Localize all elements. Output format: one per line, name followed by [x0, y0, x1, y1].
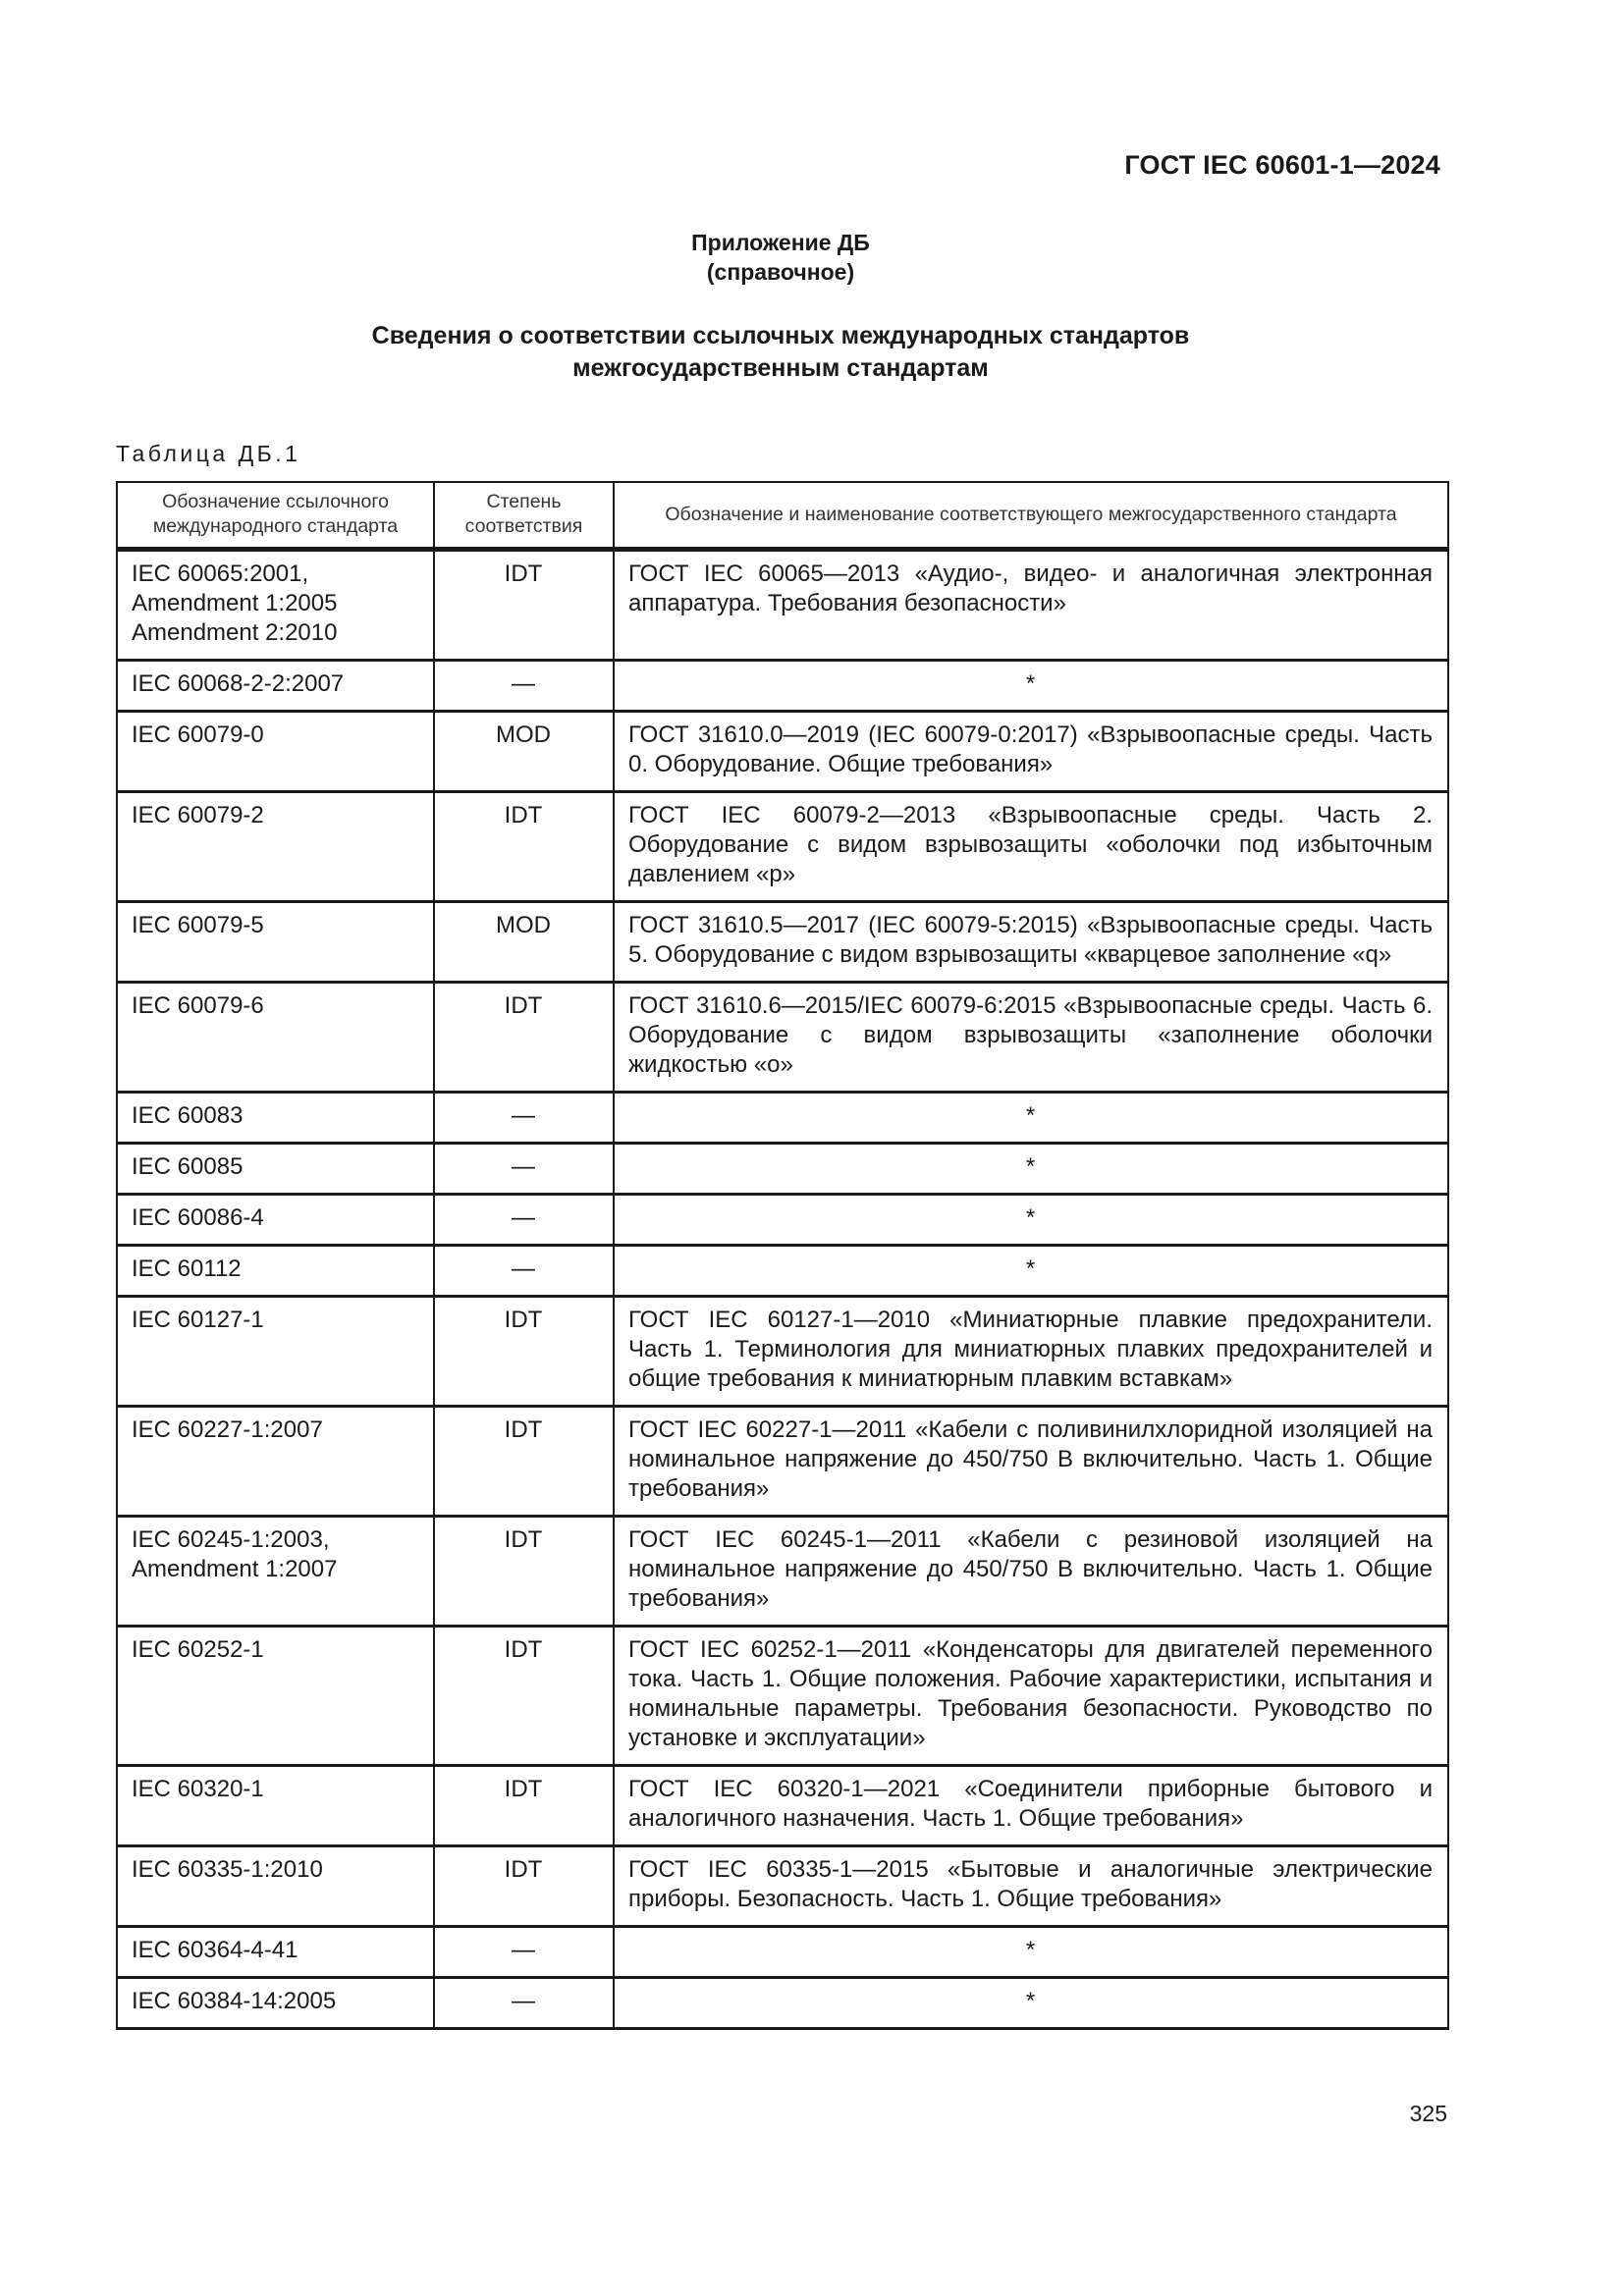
- interstate-standard-cell: ГОСТ IEC 60127-1—2010 «Миниатюрные плавкие предохранители. Часть 1. Терминология для миниатюрных плавких предохранителей и общие требования к миниатюрным плавким вставкам»: [614, 1297, 1448, 1407]
- interstate-standard-cell: *: [614, 1093, 1448, 1144]
- interstate-standard-cell: *: [614, 1246, 1448, 1297]
- table-row: [117, 792, 1448, 902]
- degree-cell: —: [434, 1246, 614, 1297]
- interstate-standard-cell: ГОСТ 31610.0—2019 (IEC 60079-0:2017) «Взрывоопасные среды. Часть 0. Оборудование. Общие требования»: [614, 712, 1448, 792]
- reference-standard-cell: IEC 60245-1:2003, Amendment 1:2007: [117, 1517, 434, 1627]
- reference-standard-cell: IEC 60127-1: [117, 1297, 434, 1407]
- reference-standard-cell: IEC 60079-5: [117, 902, 434, 983]
- degree-cell: —: [434, 1093, 614, 1144]
- reference-standard-cell: IEC 60079-6: [117, 983, 434, 1093]
- table-row: [117, 1927, 1448, 1978]
- reference-standard-cell: IEC 60112: [117, 1246, 434, 1297]
- table-caption: Таблица ДБ.1: [116, 441, 301, 466]
- reference-standard-cell: IEC 60335-1:2010: [117, 1846, 434, 1927]
- table-row: [117, 1297, 1448, 1407]
- interstate-standard-cell: ГОСТ IEC 60079-2—2013 «Взрывоопасные среды. Часть 2. Оборудование с видом взрывозащиты «оболочки под избыточным давлением «р»: [614, 792, 1448, 902]
- table-row: [117, 902, 1448, 983]
- table-row: [117, 661, 1448, 712]
- annex-heading: [0, 228, 1561, 287]
- reference-standard-cell: IEC 60083: [117, 1093, 434, 1144]
- table-row: [117, 1195, 1448, 1246]
- table-row: [117, 1627, 1448, 1766]
- interstate-standard-cell: ГОСТ IEC 60245-1—2011 «Кабели с резиновой изоляцией на номинальное напряжение до 450/750 В включительно. Часть 1. Общие требования»: [614, 1517, 1448, 1627]
- degree-cell: IDT: [434, 1297, 614, 1407]
- reference-standard-cell: IEC 60320-1: [117, 1766, 434, 1846]
- reference-standard-cell: IEC 60079-0: [117, 712, 434, 792]
- correspondence-table: [116, 481, 1449, 2030]
- reference-standard-cell: IEC 60065:2001, Amendment 1:2005 Amendment 2:2010: [117, 550, 434, 661]
- table-row: [117, 1246, 1448, 1297]
- interstate-standard-cell: ГОСТ 31610.5—2017 (IEC 60079-5:2015) «Взрывоопасные среды. Часть 5. Оборудование с видом взрывозащиты «кварцевое заполнение «q»: [614, 902, 1448, 983]
- interstate-standard-cell: *: [614, 1978, 1448, 2029]
- annex-title: Приложение ДБ: [691, 230, 870, 255]
- table-header-row: [117, 482, 1448, 550]
- table-row: [117, 1144, 1448, 1195]
- reference-standard-cell: IEC 60384-14:2005: [117, 1978, 434, 2029]
- interstate-standard-cell: ГОСТ 31610.6—2015/IEC 60079-6:2015 «Взрывоопасные среды. Часть 6. Оборудование с видом взрывозащиты «заполнение оболочки жидкостью «о»: [614, 983, 1448, 1093]
- table-body: [117, 550, 1448, 2029]
- degree-cell: IDT: [434, 1766, 614, 1846]
- degree-cell: IDT: [434, 1517, 614, 1627]
- degree-cell: MOD: [434, 902, 614, 983]
- degree-cell: IDT: [434, 550, 614, 661]
- degree-cell: IDT: [434, 1627, 614, 1766]
- table-row: [117, 1766, 1448, 1846]
- interstate-standard-cell: *: [614, 1195, 1448, 1246]
- reference-standard-cell: IEC 60085: [117, 1144, 434, 1195]
- interstate-standard-cell: ГОСТ IEC 60320-1—2021 «Соединители приборные бытового и аналогичного назначения. Часть 1. Общие требования»: [614, 1766, 1448, 1846]
- table-row: [117, 1093, 1448, 1144]
- degree-cell: IDT: [434, 1846, 614, 1927]
- degree-cell: IDT: [434, 1407, 614, 1517]
- interstate-standard-cell: *: [614, 1144, 1448, 1195]
- degree-cell: —: [434, 1927, 614, 1978]
- header-reference-standard: Обозначение ссылочного международного стандарта: [117, 482, 434, 550]
- degree-cell: —: [434, 1195, 614, 1246]
- interstate-standard-cell: ГОСТ IEC 60227-1—2011 «Кабели с поливинилхлоридной изоляцией на номинальное напряжение до 450/750 В включительно. Часть 1. Общие требования»: [614, 1407, 1448, 1517]
- interstate-standard-cell: *: [614, 1927, 1448, 1978]
- table-row: [117, 712, 1448, 792]
- reference-standard-cell: IEC 60364-4-41: [117, 1927, 434, 1978]
- section-title: [0, 320, 1561, 385]
- reference-standard-cell: IEC 60227-1:2007: [117, 1407, 434, 1517]
- page-number: 325: [1409, 2101, 1447, 2126]
- degree-cell: MOD: [434, 712, 614, 792]
- header-interstate-standard: Обозначение и наименование соответствующего межгосударственного стандарта: [614, 482, 1448, 550]
- table-row: [117, 1407, 1448, 1517]
- degree-cell: —: [434, 1978, 614, 2029]
- header-degree: Степень соответствия: [434, 482, 614, 550]
- degree-cell: IDT: [434, 983, 614, 1093]
- annex-note: (справочное): [706, 259, 855, 285]
- table-row: [117, 1517, 1448, 1627]
- interstate-standard-cell: *: [614, 661, 1448, 712]
- reference-standard-cell: IEC 60086-4: [117, 1195, 434, 1246]
- table-row: [117, 1978, 1448, 2029]
- reference-standard-cell: IEC 60079-2: [117, 792, 434, 902]
- reference-standard-cell: IEC 60068-2-2:2007: [117, 661, 434, 712]
- interstate-standard-cell: ГОСТ IEC 60252-1—2011 «Конденсаторы для двигателей переменного тока. Часть 1. Общие положения. Рабочие характеристики, испытания и номинальные параметры. Требования безопасности. Руководство по установке и эксплуатации»: [614, 1627, 1448, 1766]
- section-title-line-1: Сведения о соответствии ссылочных международных стандартов: [371, 322, 1190, 349]
- table-row: [117, 983, 1448, 1093]
- table-row: [117, 1846, 1448, 1927]
- reference-standard-cell: IEC 60252-1: [117, 1627, 434, 1766]
- interstate-standard-cell: ГОСТ IEC 60335-1—2015 «Бытовые и аналогичные электрические приборы. Безопасность. Часть 1. Общие требования»: [614, 1846, 1448, 1927]
- interstate-standard-cell: ГОСТ IEC 60065—2013 «Аудио-, видео- и аналогичная электронная аппаратура. Требования безопасности»: [614, 550, 1448, 661]
- table-row: [117, 550, 1448, 661]
- degree-cell: —: [434, 661, 614, 712]
- section-title-line-2: межгосударственным стандартам: [572, 354, 989, 382]
- document-code: ГОСТ IEC 60601-1—2024: [1124, 150, 1440, 180]
- degree-cell: IDT: [434, 792, 614, 902]
- degree-cell: —: [434, 1144, 614, 1195]
